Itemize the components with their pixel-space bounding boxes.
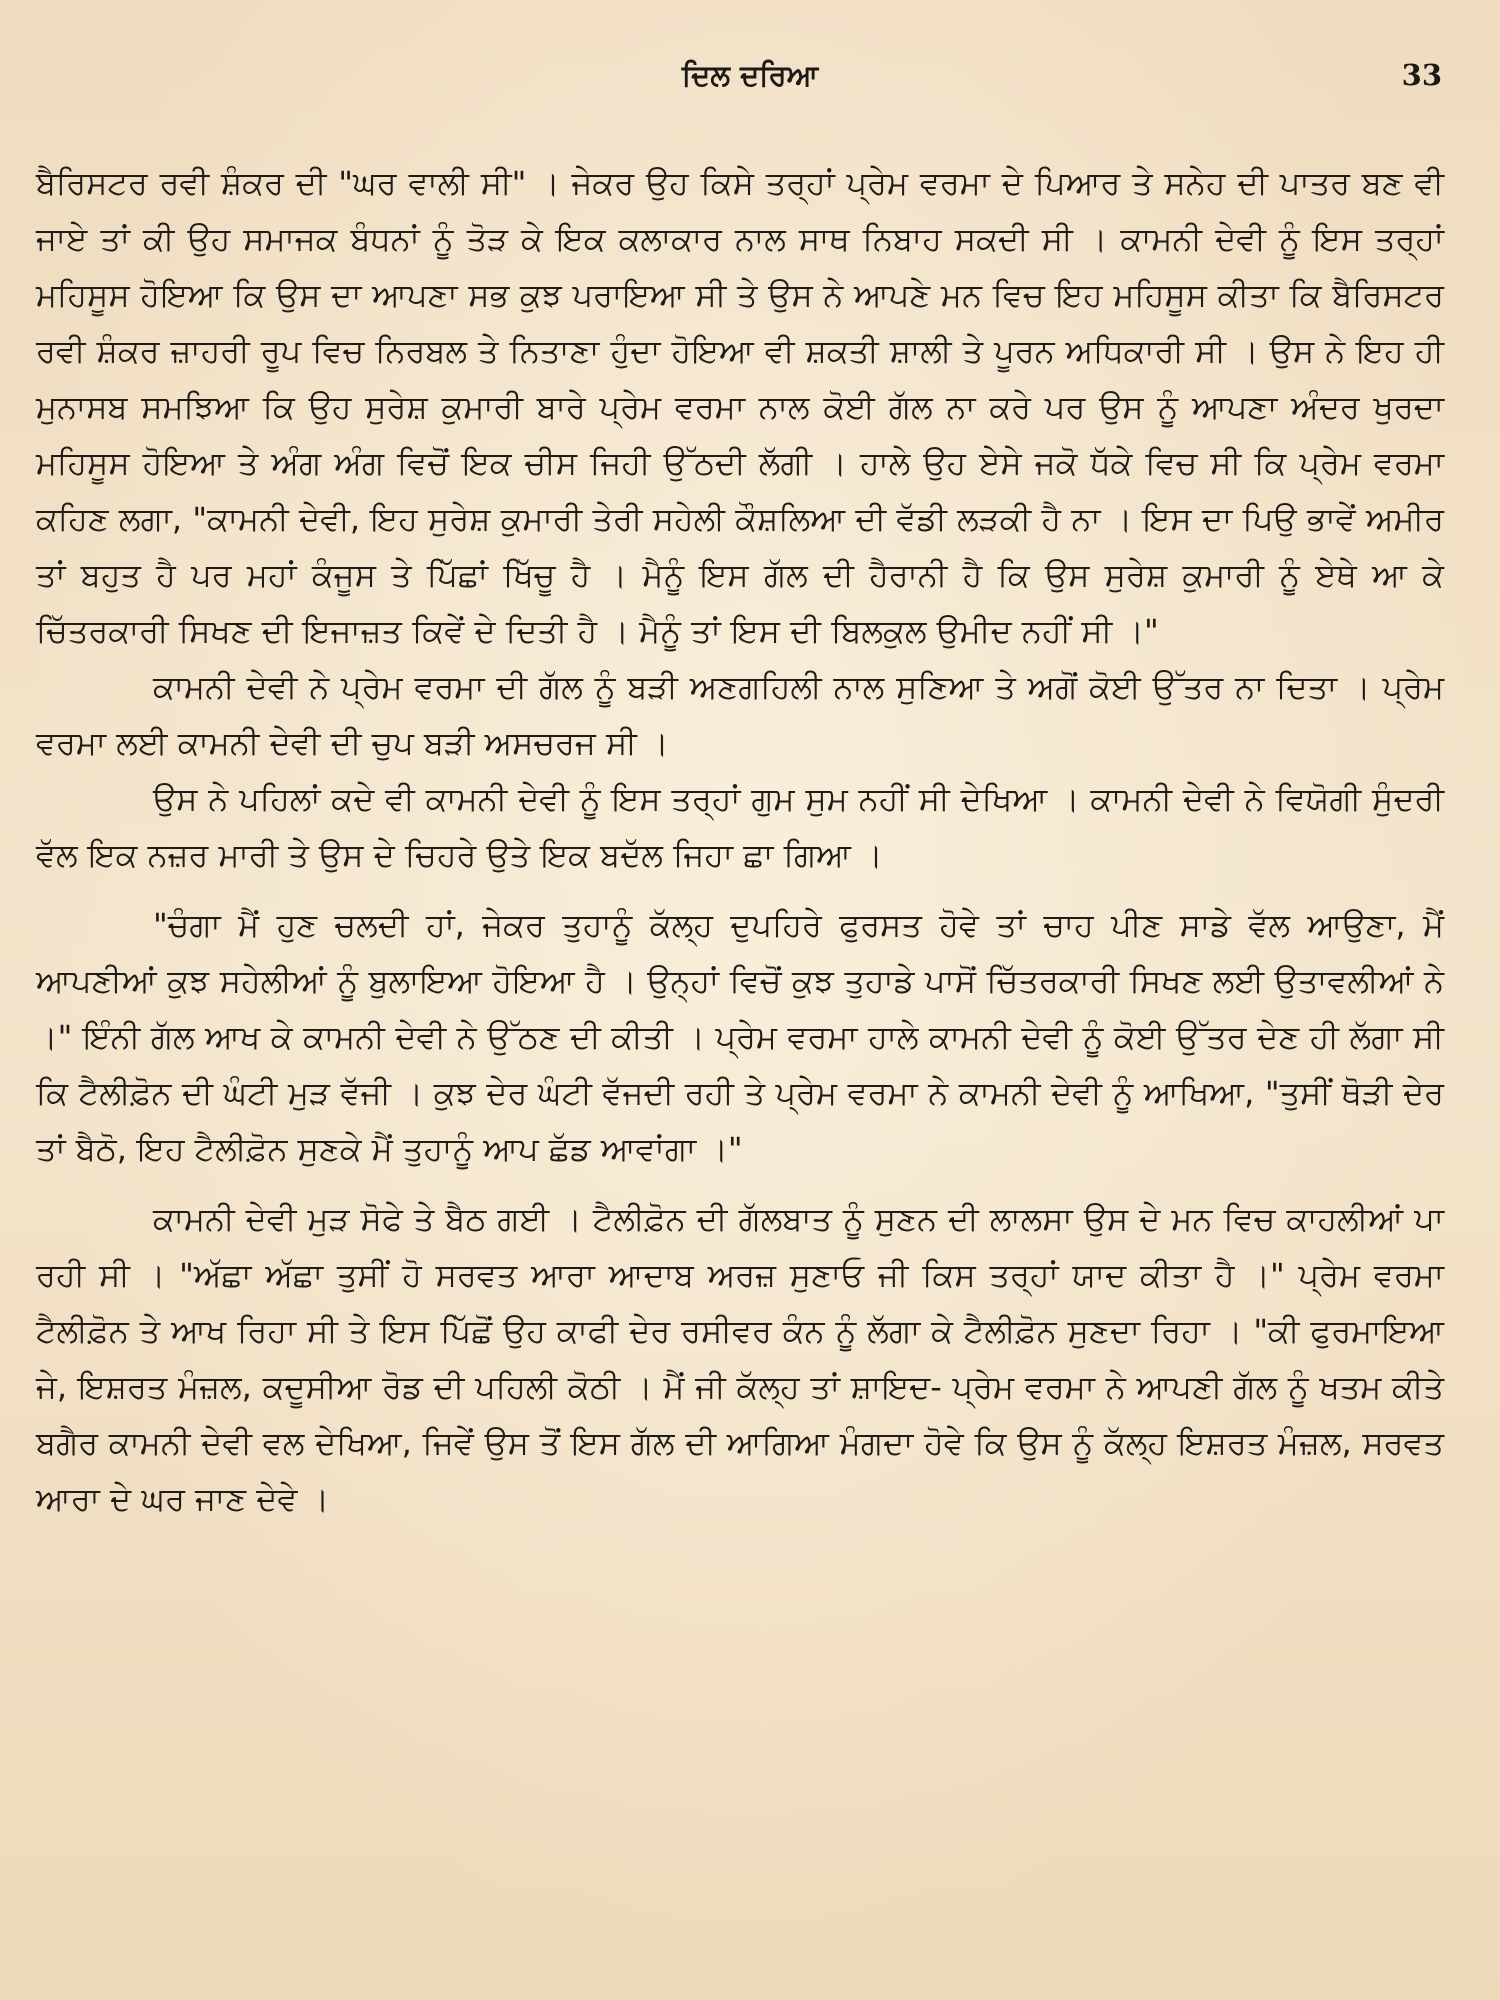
body-text: [36, 155, 1444, 1527]
page-header: [0, 58, 1500, 108]
page-number: 33: [1401, 58, 1442, 92]
paragraph-1: ਬੈਰਿਸਟਰ ਰਵੀ ਸ਼ੰਕਰ ਦੀ "ਘਰ ਵਾਲੀ ਸੀ" । ਜੇਕਰ ਉਹ ਕਿਸੇ ਤਰ੍ਹਾਂ ਪ੍ਰੇਮ ਵਰਮਾ ਦੇ ਪਿਆਰ ਤੇ ਸਨੇਹ ਦੀ ਪਾਤਰ ਬਣ ਵੀ ਜਾਏ ਤਾਂ ਕੀ ਉਹ ਸਮਾਜਕ ਬੰਧਨਾਂ ਨੂੰ ਤੋੜ ਕੇ ਇਕ ਕਲਾਕਾਰ ਨਾਲ ਸਾਥ ਨਿਬਾਹ ਸਕਦੀ ਸੀ । ਕਾਮਨੀ ਦੇਵੀ ਨੂੰ ਇਸ ਤਰ੍ਹਾਂ ਮਹਿਸੂਸ ਹੋਇਆ ਕਿ ਉਸ ਦਾ ਆਪਣਾ ਸਭ ਕੁਝ ਪਰਾਇਆ ਸੀ ਤੇ ਉਸ ਨੇ ਆਪਣੇ ਮਨ ਵਿਚ ਇਹ ਮਹਿਸੂਸ ਕੀਤਾ ਕਿ ਬੈਰਿਸਟਰ ਰਵੀ ਸ਼ੰਕਰ ਜ਼ਾਹਰੀ ਰੂਪ ਵਿਚ ਨਿਰਬਲ ਤੇ ਨਿਤਾਣਾ ਹੁੰਦਾ ਹੋਇਆ ਵੀ ਸ਼ਕਤੀ ਸ਼ਾਲੀ ਤੇ ਪੂਰਨ ਅਧਿਕਾਰੀ ਸੀ । ਉਸ ਨੇ ਇਹ ਹੀ ਮੁਨਾਸਬ ਸਮਝਿਆ ਕਿ ਉਹ ਸੁਰੇਸ਼ ਕੁਮਾਰੀ ਬਾਰੇ ਪ੍ਰੇਮ ਵਰਮਾ ਨਾਲ ਕੋਈ ਗੱਲ ਨਾ ਕਰੇ ਪਰ ਉਸ ਨੂੰ ਆਪਣਾ ਅੰਦਰ ਖੁਰਦਾ ਮਹਿਸੂਸ ਹੋਇਆ ਤੇ ਅੰਗ ਅੰਗ ਵਿਚੋਂ ਇਕ ਚੀਸ ਜਿਹੀ ਉੱਠਦੀ ਲੱਗੀ । ਹਾਲੇ ਉਹ ਏਸੇ ਜਕੋ ਧੱਕੇ ਵਿਚ ਸੀ ਕਿ ਪ੍ਰੇਮ ਵਰਮਾ ਕਹਿਣ ਲਗਾ, "ਕਾਮਨੀ ਦੇਵੀ, ਇਹ ਸੁਰੇਸ਼ ਕੁਮਾਰੀ ਤੇਰੀ ਸਹੇਲੀ ਕੌਸ਼ਲਿਆ ਦੀ ਵੱਡੀ ਲੜਕੀ ਹੈ ਨਾ । ਇਸ ਦਾ ਪਿਉ ਭਾਵੇਂ ਅਮੀਰ ਤਾਂ ਬਹੁਤ ਹੈ ਪਰ ਮਹਾਂ ਕੰਜੂਸ ਤੇ ਪਿੱਛਾਂ ਖਿੱਚੂ ਹੈ । ਮੈਨੂੰ ਇਸ ਗੱਲ ਦੀ ਹੈਰਾਨੀ ਹੈ ਕਿ ਉਸ ਸੁਰੇਸ਼ ਕੁਮਾਰੀ ਨੂੰ ਏਥੇ ਆ ਕੇ ਚਿੱਤਰਕਾਰੀ ਸਿਖਣ ਦੀ ਇਜਾਜ਼ਤ ਕਿਵੇਂ ਦੇ ਦਿਤੀ ਹੈ । ਮੈਨੂੰ ਤਾਂ ਇਸ ਦੀ ਬਿਲਕੁਲ ਉਮੀਦ ਨਹੀਂ ਸੀ ।": [36, 164, 1444, 650]
paragraph-4: "ਚੰਗਾ ਮੈਂ ਹੁਣ ਚਲਦੀ ਹਾਂ, ਜੇਕਰ ਤੁਹਾਨੂੰ ਕੱਲ੍ਹ ਦੁਪਹਿਰੇ ਫੁਰਸਤ ਹੋਵੇ ਤਾਂ ਚਾਹ ਪੀਣ ਸਾਡੇ ਵੱਲ ਆਉਣਾ, ਮੈਂ ਆਪਣੀਆਂ ਕੁਝ ਸਹੇਲੀਆਂ ਨੂੰ ਬੁਲਾਇਆ ਹੋਇਆ ਹੈ । ਉਨ੍ਹਾਂ ਵਿਚੋਂ ਕੁਝ ਤੁਹਾਡੇ ਪਾਸੋਂ ਚਿੱਤਰਕਾਰੀ ਸਿਖਣ ਲਈ ਉਤਾਵਲੀਆਂ ਨੇ ।" ਇੰਨੀ ਗੱਲ ਆਖ ਕੇ ਕਾਮਨੀ ਦੇਵੀ ਨੇ ਉੱਠਣ ਦੀ ਕੀਤੀ । ਪ੍ਰੇਮ ਵਰਮਾ ਹਾਲੇ ਕਾਮਨੀ ਦੇਵੀ ਨੂੰ ਕੋਈ ਉੱਤਰ ਦੇਣ ਹੀ ਲੱਗਾ ਸੀ ਕਿ ਟੈਲੀਫ਼ੋਨ ਦੀ ਘੰਟੀ ਮੁੜ ਵੱਜੀ । ਕੁਝ ਦੇਰ ਘੰਟੀ ਵੱਜਦੀ ਰਹੀ ਤੇ ਪ੍ਰੇਮ ਵਰਮਾ ਨੇ ਕਾਮਨੀ ਦੇਵੀ ਨੂੰ ਆਖਿਆ, "ਤੁਸੀਂ ਥੋੜੀ ਦੇਰ ਤਾਂ ਬੈਠੋ, ਇਹ ਟੈਲੀਫ਼ੋਨ ਸੁਣਕੇ ਮੈਂ ਤੁਹਾਨੂੰ ਆਪ ਛੱਡ ਆਵਾਂਗਾ ।": [36, 906, 1444, 1168]
running-title: ਦਿਲ ਦਰਿਆ: [681, 58, 819, 92]
paragraph-3: ਉਸ ਨੇ ਪਹਿਲਾਂ ਕਦੇ ਵੀ ਕਾਮਨੀ ਦੇਵੀ ਨੂੰ ਇਸ ਤਰ੍ਹਾਂ ਗੁਮ ਸੁਮ ਨਹੀਂ ਸੀ ਦੇਖਿਆ । ਕਾਮਨੀ ਦੇਵੀ ਨੇ ਵਿਯੋਗੀ ਸੁੰਦਰੀ ਵੱਲ ਇਕ ਨਜ਼ਰ ਮਾਰੀ ਤੇ ਉਸ ਦੇ ਚਿਹਰੇ ਉਤੇ ਇਕ ਬਦੱਲ ਜਿਹਾ ਛਾ ਗਿਆ ।: [36, 780, 1444, 874]
paragraph-2: ਕਾਮਨੀ ਦੇਵੀ ਨੇ ਪ੍ਰੇਮ ਵਰਮਾ ਦੀ ਗੱਲ ਨੂੰ ਬੜੀ ਅਣਗਹਿਲੀ ਨਾਲ ਸੁਣਿਆ ਤੇ ਅਗੋਂ ਕੋਈ ਉੱਤਰ ਨਾ ਦਿਤਾ । ਪ੍ਰੇਮ ਵਰਮਾ ਲਈ ਕਾਮਨੀ ਦੇਵੀ ਦੀ ਚੁਪ ਬੜੀ ਅਸਚਰਜ ਸੀ ।: [36, 668, 1444, 762]
paragraph-5: ਕਾਮਨੀ ਦੇਵੀ ਮੁੜ ਸੋਫੇ ਤੇ ਬੈਠ ਗਈ । ਟੈਲੀਫ਼ੋਨ ਦੀ ਗੱਲਬਾਤ ਨੂੰ ਸੁਣਨ ਦੀ ਲਾਲਸਾ ਉਸ ਦੇ ਮਨ ਵਿਚ ਕਾਹਲੀਆਂ ਪਾ ਰਹੀ ਸੀ । "ਅੱਛਾ ਅੱਛਾ ਤੁਸੀਂ ਹੋ ਸਰਵਤ ਆਰਾ ਆਦਾਬ ਅਰਜ਼ ਸੁਣਾਓ ਜੀ ਕਿਸ ਤਰ੍ਹਾਂ ਯਾਦ ਕੀਤਾ ਹੈ ।" ਪ੍ਰੇਮ ਵਰਮਾ ਟੈਲੀਫ਼ੋਨ ਤੇ ਆਖ ਰਿਹਾ ਸੀ ਤੇ ਇਸ ਪਿੱਛੋਂ ਉਹ ਕਾਫੀ ਦੇਰ ਰਸੀਵਰ ਕੰਨ ਨੂੰ ਲੱਗਾ ਕੇ ਟੈਲੀਫ਼ੋਨ ਸੁਣਦਾ ਰਿਹਾ । "ਕੀ ਫੁਰਮਾਇਆ ਜੇ, ਇਸ਼ਰਤ ਮੰਜ਼ਲ, ਕਦੂਸੀਆ ਰੋਡ ਦੀ ਪਹਿਲੀ ਕੋਠੀ । ਮੈਂ ਜੀ ਕੱਲ੍ਹ ਤਾਂ ਸ਼ਾਇਦ- ਪ੍ਰੇਮ ਵਰਮਾ ਨੇ ਆਪਣੀ ਗੱਲ ਨੂੰ ਖਤਮ ਕੀਤੇ ਬਗੈਰ ਕਾਮਨੀ ਦੇਵੀ ਵਲ ਦੇਖਿਆ, ਜਿਵੇਂ ਉਸ ਤੋਂ ਇਸ ਗੱਲ ਦੀ ਆਗਿਆ ਮੰਗਦਾ ਹੋਵੇ ਕਿ ਉਸ ਨੂੰ ਕੱਲ੍ਹ ਇਸ਼ਰਤ ਮੰਜ਼ਲ, ਸਰਵਤ ਆਰਾ ਦੇ ਘਰ ਜਾਣ ਦੇਵੇ ।: [36, 1200, 1444, 1518]
